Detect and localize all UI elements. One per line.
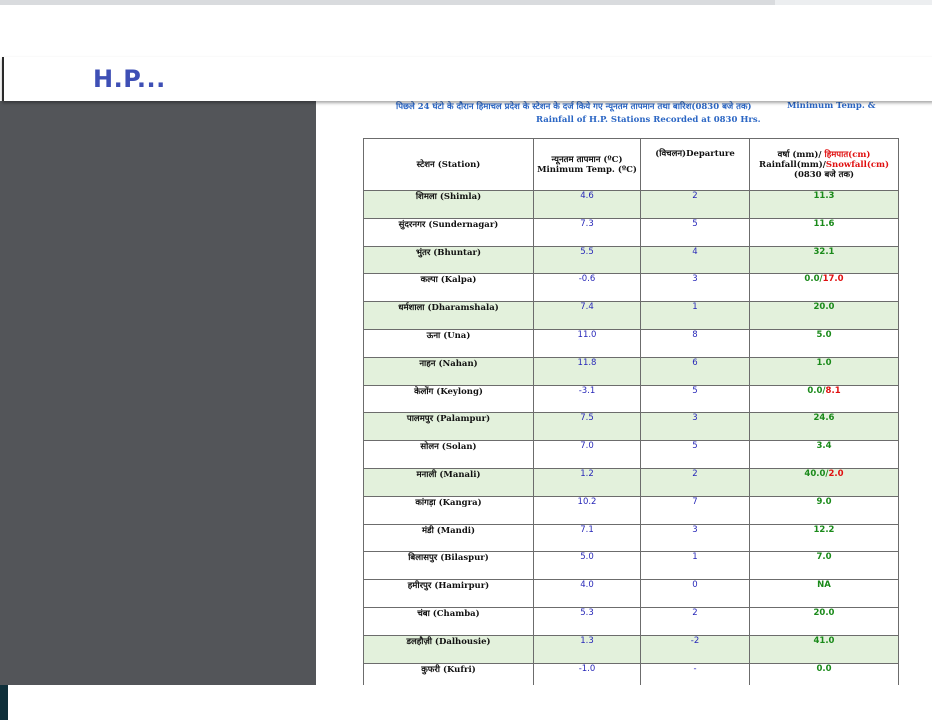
station-cell: कांगड़ा (Kangra)	[364, 496, 534, 524]
rainfall-cell	[750, 191, 899, 219]
departure-cell: 3	[641, 413, 750, 441]
top-strip	[0, 0, 775, 5]
header-rainfall	[750, 139, 899, 191]
rain-value: 32.1	[813, 246, 835, 257]
rainfall-cell	[750, 552, 899, 580]
min-temp-cell: 5.0	[534, 552, 641, 580]
min-temp-cell: 11.0	[534, 329, 641, 357]
station-cell: चंबा (Chamba)	[364, 607, 534, 635]
rainfall-cell	[750, 246, 899, 274]
rainfall-cell	[750, 663, 899, 685]
table-row	[364, 246, 899, 274]
station-cell: सोलन (Solan)	[364, 441, 534, 469]
header-snow-en: Snowfall(cm)	[825, 159, 890, 170]
header-snow-hi: हिमपात(cm)	[824, 149, 871, 160]
rainfall-table	[363, 138, 899, 685]
table-row	[364, 524, 899, 552]
departure-cell: 5	[641, 385, 750, 413]
rainfall-cell	[750, 357, 899, 385]
header-min-temp-english: Minimum Temp. (ºC)	[537, 164, 637, 175]
snow-value: 17.0	[822, 274, 844, 285]
slide-header	[2, 57, 932, 101]
table-row	[364, 635, 899, 663]
rainfall-cell	[750, 524, 899, 552]
header-rain-hi: वर्षा (mm)/	[777, 149, 825, 160]
header-station: स्टेशन (Station)	[364, 139, 534, 191]
document-page	[316, 101, 932, 685]
table-row	[364, 441, 899, 469]
caption-english-1: Minimum Temp. &	[787, 101, 876, 111]
header-min-temp-hindi: न्यूनतम तापमान (ºC)	[551, 154, 623, 165]
caption-english-2: Rainfall of H.P. Stations Recorded at 0830 Hrs.	[536, 115, 761, 125]
station-cell: मनाली (Manali)	[364, 468, 534, 496]
departure-cell: 3	[641, 274, 750, 302]
departure-cell: -2	[641, 635, 750, 663]
table-row	[364, 274, 899, 302]
snow-value: 2.0	[828, 468, 844, 479]
rain-value: 0.0/	[804, 274, 823, 285]
station-cell: सुंदरनगर (Sundernagar)	[364, 218, 534, 246]
rain-value: 3.4	[816, 441, 832, 452]
rain-value: 41.0	[813, 635, 835, 646]
rain-value: 0.0/	[807, 385, 826, 396]
table-row	[364, 357, 899, 385]
min-temp-cell: 7.3	[534, 218, 641, 246]
min-temp-cell: 1.3	[534, 635, 641, 663]
top-strip-right	[775, 0, 932, 5]
rain-value: 7.0	[816, 552, 832, 563]
table-row	[364, 552, 899, 580]
departure-cell: 6	[641, 357, 750, 385]
rain-value: 5.0	[816, 329, 832, 340]
side-panel	[0, 101, 316, 685]
rainfall-cell	[750, 441, 899, 469]
min-temp-cell: 4.0	[534, 580, 641, 608]
caption-hindi: पिछले 24 घंटो के दौरान हिमाचल प्रदेश के स्टेशन के दर्ज किये गए न्यूनतम तापमान तथा बारिश(0830 बजे तक)	[396, 102, 752, 112]
table-row	[364, 302, 899, 330]
station-cell: कुफरी (Kufri)	[364, 663, 534, 685]
min-temp-cell: 7.0	[534, 441, 641, 469]
station-cell: बिलासपुर (Bilaspur)	[364, 552, 534, 580]
departure-cell: -	[641, 663, 750, 685]
rainfall-cell	[750, 302, 899, 330]
table-row	[364, 329, 899, 357]
station-cell: डलहौज़ी (Dalhousie)	[364, 635, 534, 663]
departure-cell: 5	[641, 218, 750, 246]
departure-cell: 5	[641, 441, 750, 469]
table-body	[364, 191, 899, 686]
rain-value: NA	[817, 580, 831, 591]
min-temp-cell: 7.4	[534, 302, 641, 330]
departure-cell: 2	[641, 607, 750, 635]
rainfall-cell	[750, 580, 899, 608]
table-row	[364, 468, 899, 496]
rain-value: 20.0	[813, 607, 835, 618]
min-temp-cell: -3.1	[534, 385, 641, 413]
departure-cell: 1	[641, 302, 750, 330]
header-rain-en: Rainfall(mm)/	[758, 159, 826, 170]
table-row	[364, 496, 899, 524]
rainfall-cell	[750, 496, 899, 524]
table-row	[364, 191, 899, 219]
rain-value: 9.0	[816, 496, 832, 507]
min-temp-cell: 7.1	[534, 524, 641, 552]
rain-value: 12.2	[813, 524, 835, 535]
station-cell: धर्मशाला (Dharamshala)	[364, 302, 534, 330]
departure-cell: 2	[641, 468, 750, 496]
min-temp-cell: 7.5	[534, 413, 641, 441]
rain-value: 20.0	[813, 302, 835, 313]
departure-cell: 3	[641, 524, 750, 552]
table-row	[364, 580, 899, 608]
header-rainfall-time: (0830 बजे तक)	[793, 169, 855, 180]
min-temp-cell: -1.0	[534, 663, 641, 685]
rainfall-cell	[750, 274, 899, 302]
snow-value: 8.1	[825, 385, 841, 396]
bottom-corner-block	[0, 685, 8, 720]
min-temp-cell: 1.2	[534, 468, 641, 496]
table-row	[364, 413, 899, 441]
departure-cell: 1	[641, 552, 750, 580]
header-rainfall-english	[750, 160, 898, 170]
rain-value: 11.6	[813, 218, 835, 229]
departure-cell: 4	[641, 246, 750, 274]
table-row	[364, 218, 899, 246]
header-departure: (विचलन)Departure	[641, 139, 750, 191]
slide-title: H.P...	[93, 65, 166, 93]
rainfall-cell	[750, 329, 899, 357]
departure-cell: 0	[641, 580, 750, 608]
rainfall-cell	[750, 385, 899, 413]
min-temp-cell: 5.3	[534, 607, 641, 635]
min-temp-cell: 4.6	[534, 191, 641, 219]
header-min-temp	[534, 139, 641, 191]
departure-cell: 2	[641, 191, 750, 219]
min-temp-cell: -0.6	[534, 274, 641, 302]
min-temp-cell: 10.2	[534, 496, 641, 524]
rainfall-cell	[750, 218, 899, 246]
station-cell: केलोंग (Keylong)	[364, 385, 534, 413]
rain-value: 0.0	[816, 663, 832, 674]
station-cell: कल्पा (Kalpa)	[364, 274, 534, 302]
table-row	[364, 385, 899, 413]
rain-value: 1.0	[816, 357, 832, 368]
station-cell: नाहन (Nahan)	[364, 357, 534, 385]
departure-cell: 7	[641, 496, 750, 524]
table-header-row	[364, 139, 899, 191]
departure-cell: 8	[641, 329, 750, 357]
table-row	[364, 607, 899, 635]
station-cell: हमीरपुर (Hamirpur)	[364, 580, 534, 608]
rainfall-cell	[750, 607, 899, 635]
station-cell: पालमपुर (Palampur)	[364, 413, 534, 441]
min-temp-cell: 5.5	[534, 246, 641, 274]
rain-value: 40.0/	[804, 468, 829, 479]
station-cell: शिमला (Shimla)	[364, 191, 534, 219]
rainfall-cell	[750, 635, 899, 663]
min-temp-cell: 11.8	[534, 357, 641, 385]
table-row	[364, 663, 899, 685]
station-cell: भुंतर (Bhuntar)	[364, 246, 534, 274]
header-rainfall-hindi	[750, 150, 898, 160]
rainfall-cell	[750, 413, 899, 441]
rain-value: 24.6	[813, 413, 835, 424]
station-cell: मंडी (Mandi)	[364, 524, 534, 552]
rain-value: 11.3	[813, 191, 835, 201]
rainfall-cell	[750, 468, 899, 496]
station-cell: ऊना (Una)	[364, 329, 534, 357]
